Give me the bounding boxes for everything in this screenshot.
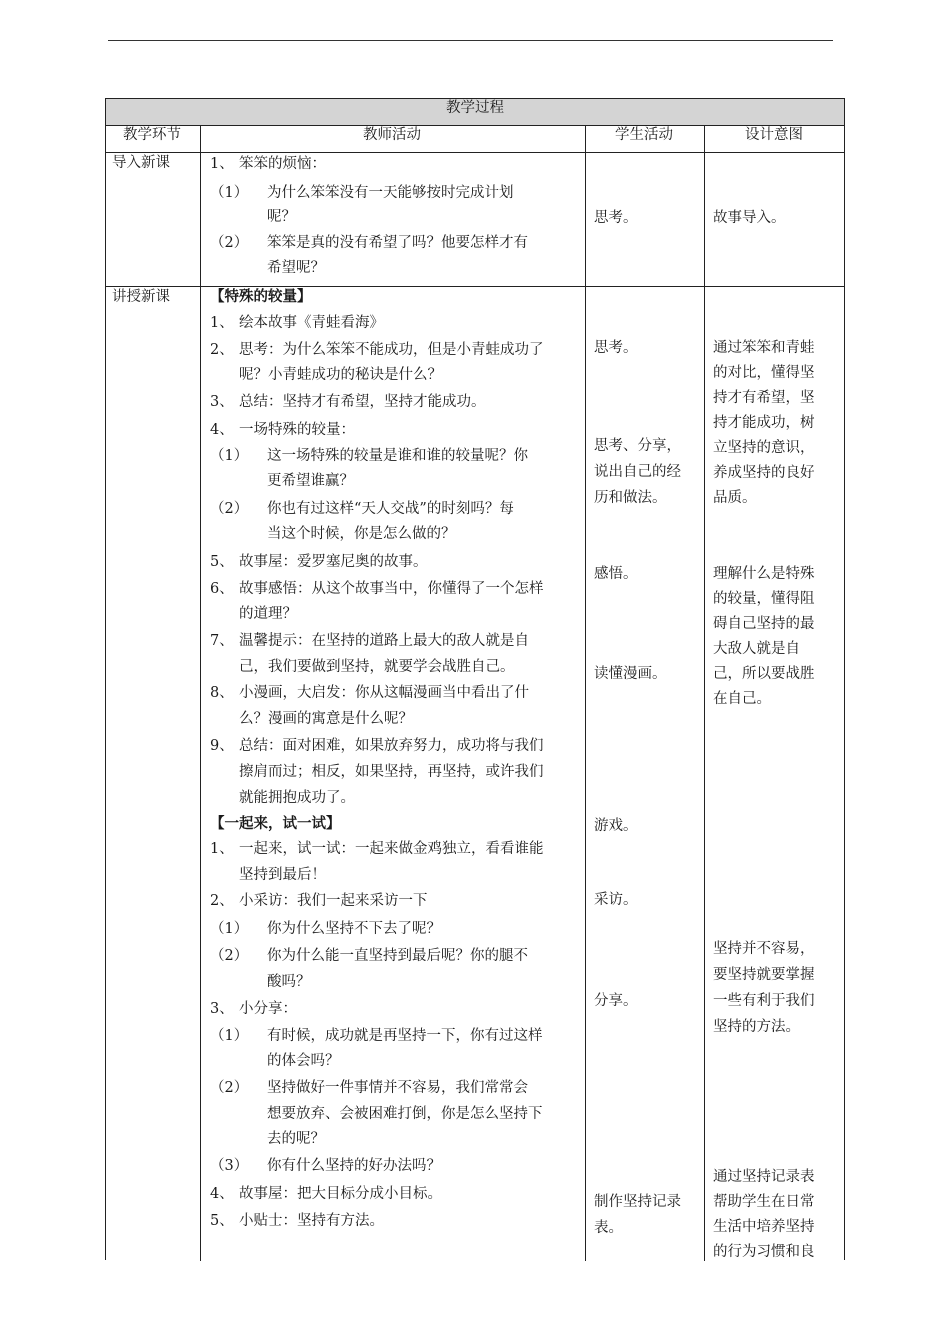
step-text: 这一场特殊的较量是谁和谁的较量呢？你 xyxy=(267,448,528,464)
design-intent: 持才有希望，坚 xyxy=(713,390,815,406)
page-header-rule xyxy=(108,40,833,41)
stage-intro: 导入新课 xyxy=(112,155,170,171)
step-text: 当这个时候，你是怎么做的？ xyxy=(267,526,456,542)
header-design: 设计意图 xyxy=(745,127,803,143)
step-num: 3、 xyxy=(210,394,234,410)
step-text: 总结：坚持才有希望，坚持才能成功。 xyxy=(239,394,486,410)
step-num: 7、 xyxy=(210,633,234,649)
intro-item-text: 笨笨的烦恼： xyxy=(239,156,326,172)
student-activity: 游戏。 xyxy=(594,818,638,834)
step-text: 就能拥抱成功了。 xyxy=(239,790,355,806)
header-stage: 教学环节 xyxy=(123,127,181,143)
step-text: 酸吗？ xyxy=(267,974,311,990)
step-num: （1） xyxy=(210,921,249,937)
step-num: （2） xyxy=(210,501,249,517)
intro-item-text: 笨笨是真的没有希望了吗？他要怎样才有 xyxy=(267,235,528,251)
step-text: 有时候，成功就是再坚持一下，你有过这样 xyxy=(267,1028,543,1044)
step-num: （1） xyxy=(210,448,249,464)
step-text: 坚持到最后！ xyxy=(239,867,326,883)
step-text: 你为什么能一直坚持到最后呢？你的腿不 xyxy=(267,948,528,964)
step-text: 小采访：我们一起来采访一下 xyxy=(239,893,428,909)
step-num: 3、 xyxy=(210,1001,234,1017)
design-intent: 碍自己坚持的最 xyxy=(713,616,815,632)
intro-design-intent: 故事导入。 xyxy=(713,210,786,226)
student-activity: 采访。 xyxy=(594,892,638,908)
student-activity: 制作坚持记录 xyxy=(594,1194,681,1210)
student-activity: 说出自己的经 xyxy=(594,464,681,480)
intro-item-num: （2） xyxy=(210,235,249,251)
step-num: 6、 xyxy=(210,581,234,597)
step-num: （1） xyxy=(210,1028,249,1044)
design-intent: 的行为习惯和良 xyxy=(713,1244,815,1260)
step-text: 小分享： xyxy=(239,1001,297,1017)
design-intent: 己，所以要战胜 xyxy=(713,666,815,682)
design-intent: 的对比，懂得坚 xyxy=(713,365,815,381)
design-intent: 生活中培养坚持 xyxy=(713,1219,815,1235)
step-text: 么？漫画的寓意是什么呢？ xyxy=(239,711,413,727)
column-divider xyxy=(704,125,705,1261)
design-intent: 品质。 xyxy=(713,490,757,506)
step-text: 小贴士：坚持有方法。 xyxy=(239,1213,384,1229)
step-num: 4、 xyxy=(210,422,234,438)
design-intent: 要坚持就要掌握 xyxy=(713,967,815,983)
design-intent: 的较量，懂得阻 xyxy=(713,591,815,607)
step-text: 一场特殊的较量： xyxy=(239,422,355,438)
design-intent: 持才能成功，树 xyxy=(713,415,815,431)
step-text: 总结：面对困难，如果放弃努力，成功将与我们 xyxy=(239,738,544,754)
header-student: 学生活动 xyxy=(615,127,673,143)
design-intent: 坚持的方法。 xyxy=(713,1019,800,1035)
step-text: 故事屋：把大目标分成小目标。 xyxy=(239,1186,442,1202)
intro-item-text: 希望呢？ xyxy=(267,260,325,276)
table-row-divider xyxy=(106,286,844,287)
student-activity: 分享。 xyxy=(594,993,638,1009)
step-text: 你也有过这样“天人交战”的时刻吗？每 xyxy=(267,501,514,517)
step-num: 2、 xyxy=(210,893,234,909)
intro-item-text: 呢？ xyxy=(267,209,296,225)
step-text: 故事感悟：从这个故事当中，你懂得了一个怎样 xyxy=(239,581,544,597)
step-num: 5、 xyxy=(210,1213,234,1229)
step-text: 你有什么坚持的好办法吗？ xyxy=(267,1158,441,1174)
step-text: 想要放弃、会被困难打倒，你是怎么坚持下 xyxy=(267,1106,543,1122)
step-text: 故事屋：爱罗塞尼奥的故事。 xyxy=(239,554,428,570)
column-divider xyxy=(200,125,201,1261)
step-text: 的道理？ xyxy=(239,606,297,622)
design-intent: 大敌人就是自 xyxy=(713,641,800,657)
step-num: （2） xyxy=(210,948,249,964)
table-row-divider xyxy=(106,152,844,153)
step-num: 1、 xyxy=(210,841,234,857)
step-text: 呢？小青蛙成功的秘诀是什么？ xyxy=(239,367,442,383)
step-num: （2） xyxy=(210,1080,249,1096)
student-activity: 思考、分享， xyxy=(594,438,681,454)
step-num: 5、 xyxy=(210,554,234,570)
student-activity: 感悟。 xyxy=(594,566,638,582)
step-text: 小漫画，大启发：你从这幅漫画当中看出了什 xyxy=(239,685,529,701)
design-intent: 坚持并不容易， xyxy=(713,941,815,957)
intro-student-activity: 思考。 xyxy=(594,210,638,226)
step-text: 你为什么坚持不下去了呢？ xyxy=(267,921,441,937)
design-intent: 立坚持的意识， xyxy=(713,440,815,456)
step-text: 己，我们要做到坚持，就要学会战胜自己。 xyxy=(239,659,515,675)
step-text: 擦肩而过；相反，如果坚持，再坚持，或许我们 xyxy=(239,764,544,780)
intro-item-text: 为什么笨笨没有一天能够按时完成计划 xyxy=(267,185,514,201)
stage-teach: 讲授新课 xyxy=(112,289,170,305)
design-intent: 养成坚持的良好 xyxy=(713,465,815,481)
step-text: 温馨提示：在坚持的道路上最大的敌人就是自 xyxy=(239,633,529,649)
step-text: 去的呢？ xyxy=(267,1131,325,1147)
intro-item-num: 1、 xyxy=(210,156,234,172)
design-intent: 帮助学生在日常 xyxy=(713,1194,815,1210)
intro-item-num: （1） xyxy=(210,185,249,201)
design-intent: 理解什么是特殊 xyxy=(713,566,815,582)
student-activity: 表。 xyxy=(594,1220,623,1236)
step-text: 坚持做好一件事情并不容易，我们常常会 xyxy=(267,1080,528,1096)
design-intent: 通过笨笨和青蛙 xyxy=(713,340,815,356)
section-heading: 【特殊的较量】 xyxy=(210,288,312,305)
step-text: 一起来，试一试：一起来做金鸡独立，看看谁能 xyxy=(239,841,544,857)
step-text: 思考：为什么笨笨不能成功，但是小青蛙成功了 xyxy=(239,342,544,358)
step-text: 绘本故事《青蛙看海》 xyxy=(239,315,384,331)
step-num: 4、 xyxy=(210,1186,234,1202)
step-num: 2、 xyxy=(210,342,234,358)
student-activity: 读懂漫画。 xyxy=(594,666,667,682)
design-intent: 通过坚持记录表 xyxy=(713,1169,815,1185)
step-text: 的体会吗？ xyxy=(267,1053,340,1069)
student-activity: 历和做法。 xyxy=(594,490,667,506)
step-num: 8、 xyxy=(210,685,234,701)
design-intent: 在自己。 xyxy=(713,691,771,707)
section-heading: 【一起来，试一试】 xyxy=(210,815,341,832)
column-divider xyxy=(585,125,586,1261)
step-text: 更希望谁赢？ xyxy=(267,473,354,489)
step-num: 9、 xyxy=(210,738,234,754)
student-activity: 思考。 xyxy=(594,340,638,356)
design-intent: 一些有利于我们 xyxy=(713,993,815,1009)
step-num: 1、 xyxy=(210,315,234,331)
step-num: （3） xyxy=(210,1158,249,1174)
table-title: 教学过程 xyxy=(446,100,504,116)
header-teacher: 教师活动 xyxy=(363,127,421,143)
